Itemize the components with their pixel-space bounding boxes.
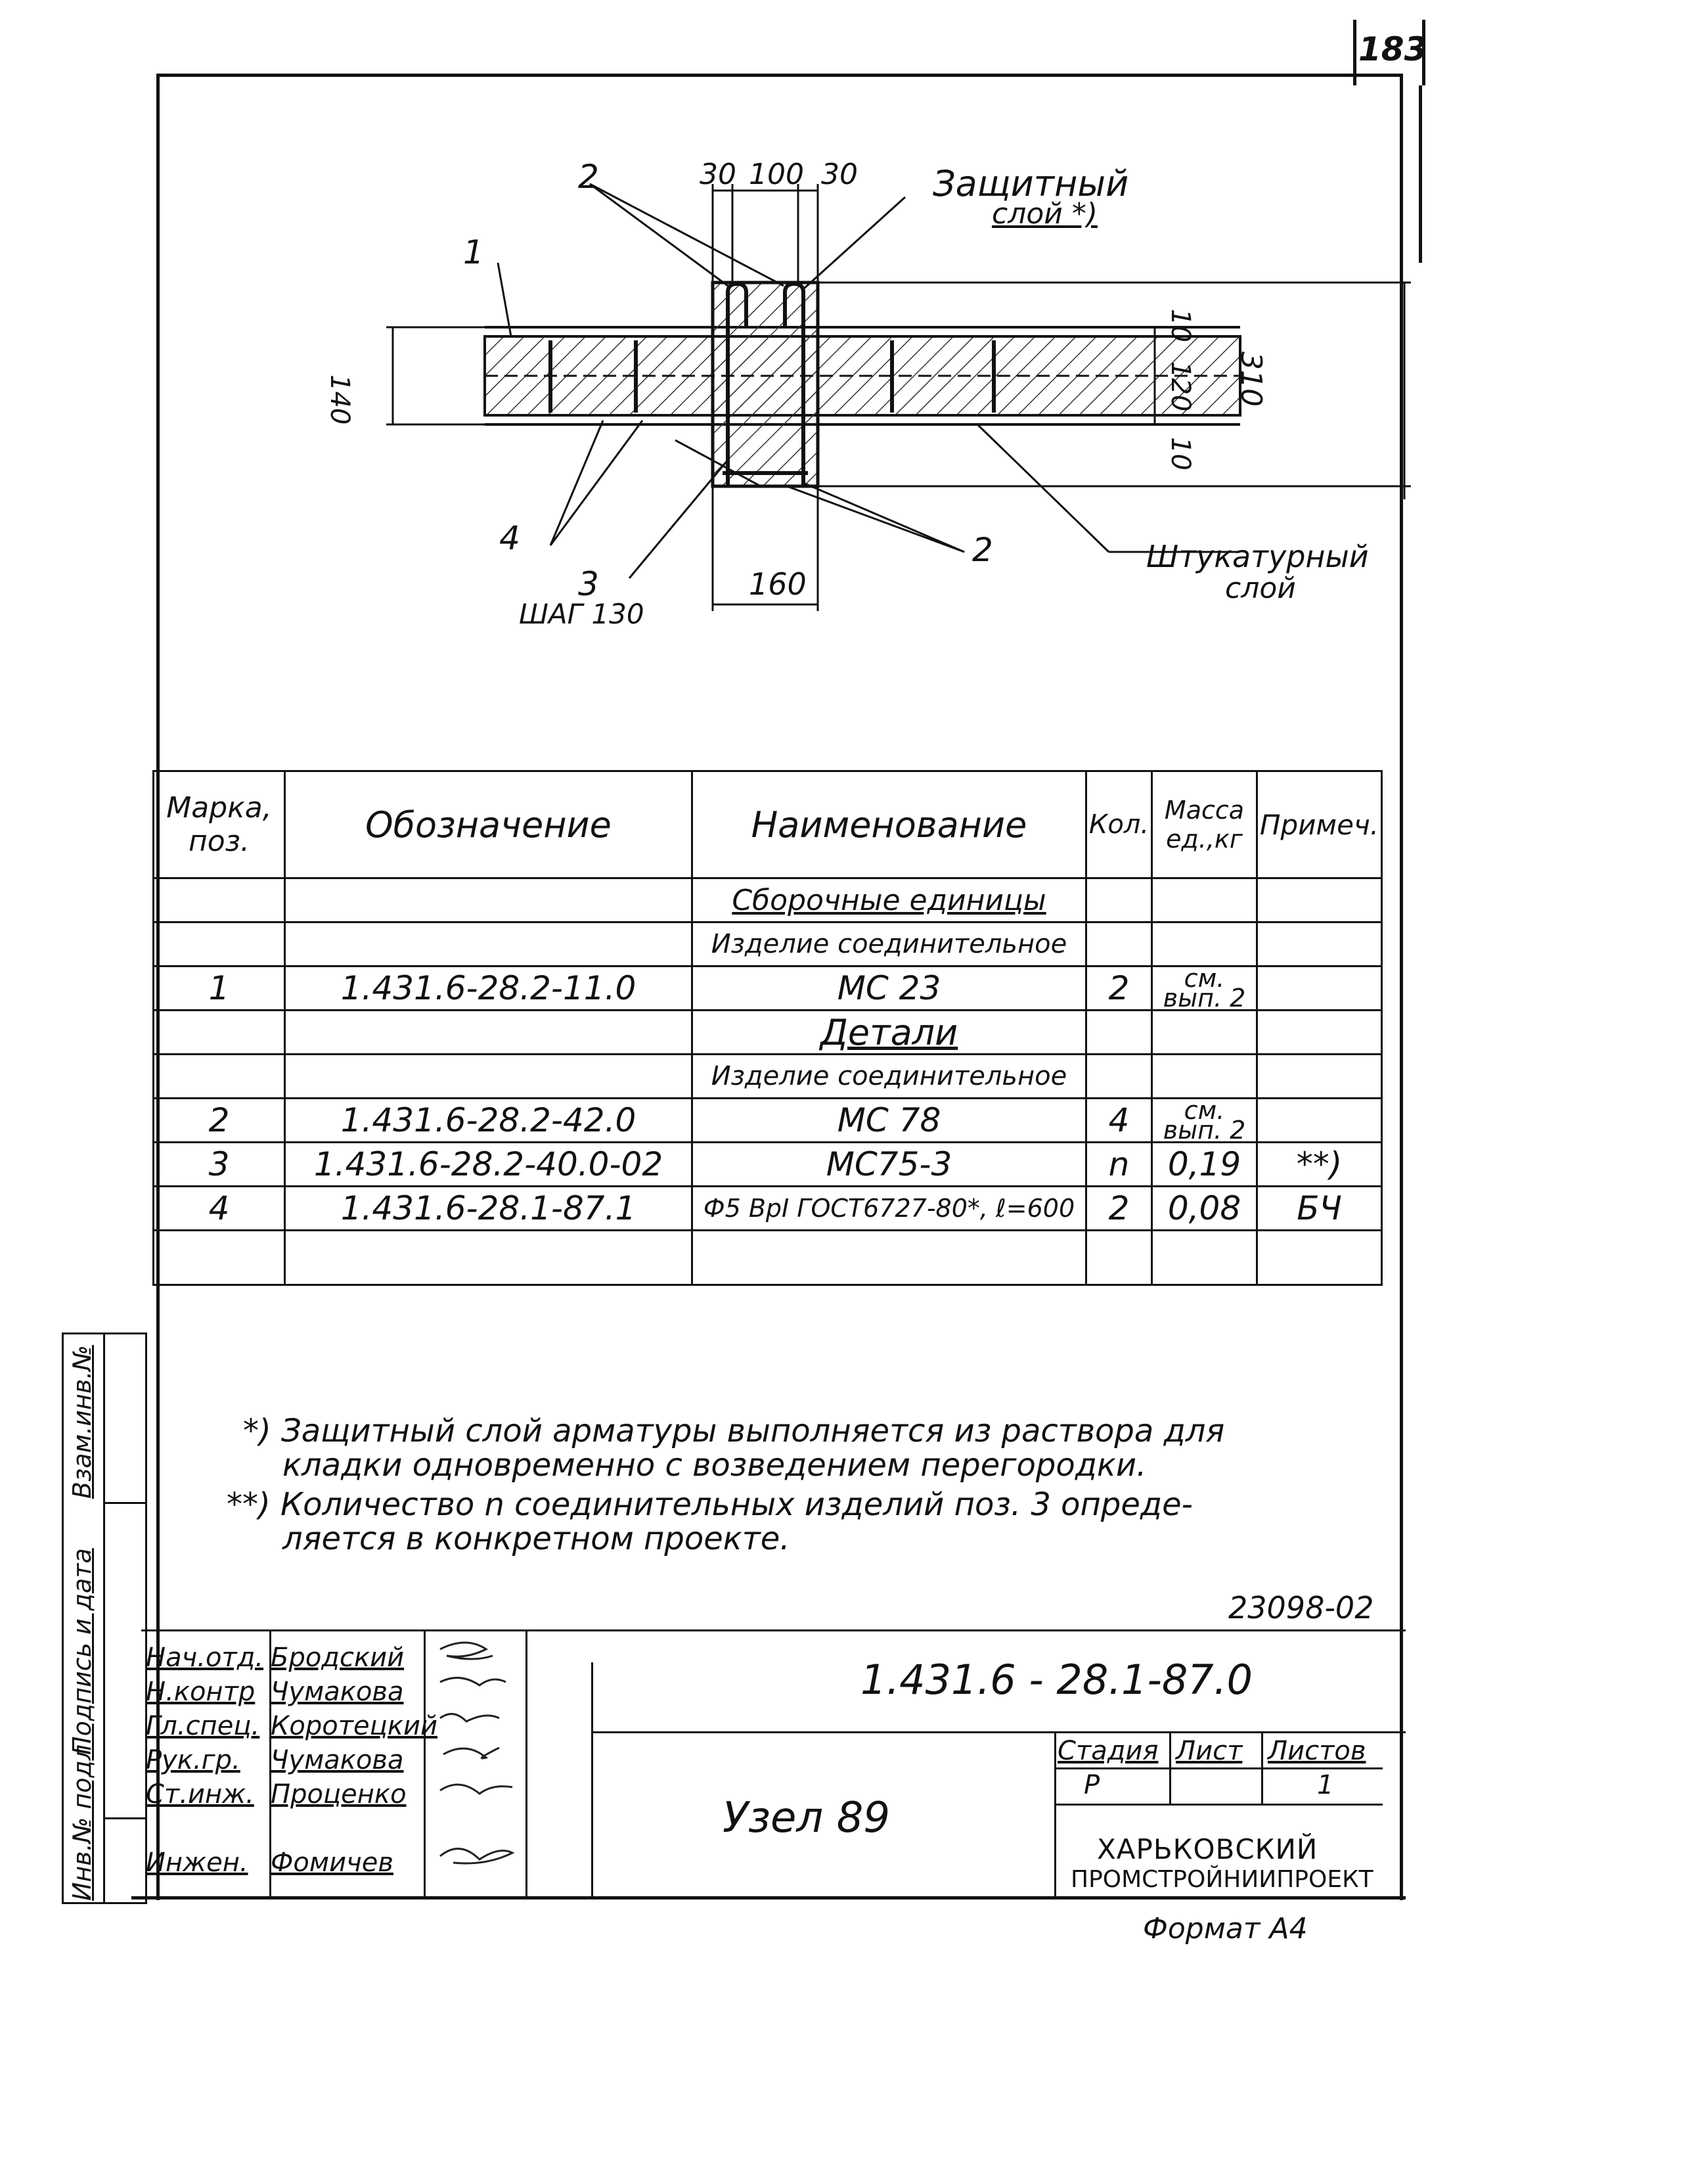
sheet-label: Лист — [1176, 1736, 1243, 1766]
table-row — [154, 1187, 1382, 1231]
dim-100: 100 — [749, 158, 804, 191]
right-margin-line — [1419, 85, 1422, 263]
staff-role: Инжен. — [146, 1848, 248, 1878]
group-connect-2: Изделие соединительное — [692, 1055, 1086, 1099]
staff-name: Фомичев — [271, 1848, 393, 1878]
cell-qty: 2 — [1086, 967, 1152, 1011]
table-row — [154, 878, 1382, 922]
stage-value: Р — [1084, 1770, 1100, 1800]
staff-role: Гл.спец. — [146, 1711, 260, 1741]
cell-designation: 1.431.6-28.2-11.0 — [285, 967, 692, 1011]
side-stamp-divider — [103, 1502, 145, 1504]
staff-role: Н.контр — [146, 1677, 256, 1707]
title-block-col-line — [1169, 1731, 1171, 1804]
document-code: 1.431.6 - 28.1-87.0 — [860, 1656, 1253, 1704]
cell-note: БЧ — [1257, 1187, 1382, 1231]
staff-role: Ст.инж. — [146, 1779, 254, 1809]
frame-bottom-line — [131, 1896, 1406, 1900]
position-4: 4 — [499, 519, 520, 557]
table-row — [154, 1231, 1382, 1285]
dim-10-bottom: 10 — [1165, 437, 1195, 470]
staff-name: Проценко — [271, 1779, 407, 1809]
dim-160: 160 — [749, 566, 807, 602]
section-details: Детали — [692, 1011, 1086, 1055]
cell-designation: 1.431.6-28.1-87.1 — [285, 1187, 692, 1231]
cell-designation: 1.431.6-28.2-42.0 — [285, 1099, 692, 1143]
header-note: Примеч. — [1257, 771, 1382, 878]
table-row — [154, 1011, 1382, 1055]
position-3-step: ШАГ 130 — [519, 598, 644, 630]
cell-mass: 0,08 — [1152, 1187, 1257, 1231]
note-2-line-1: **) Количество n соединительных изделий поз. 3 опреде- — [227, 1486, 1193, 1523]
cell-name: МС 23 — [692, 967, 1086, 1011]
cell-mark: 1 — [154, 967, 285, 1011]
staff-role: Рук.гр. — [146, 1745, 240, 1775]
position-2-top: 2 — [578, 158, 599, 196]
group-connect-1: Изделие соединительное — [692, 922, 1086, 967]
title-block-row-line — [591, 1731, 1406, 1733]
staff-name: Чумакова — [271, 1677, 404, 1707]
side-stamp-divider — [103, 1817, 145, 1819]
drawing-title: Узел 89 — [723, 1794, 891, 1842]
staff-role: Нач.отд. — [146, 1643, 264, 1673]
cell-mark: 4 — [154, 1187, 285, 1231]
side-stamp-inv-orig: Инв.№ подл. — [68, 1736, 97, 1901]
note-1-line-2: кладки одновременно с возведением перегородки. — [282, 1447, 1147, 1484]
table-row — [154, 1099, 1382, 1143]
label-protective-layer: Защитный — [933, 163, 1129, 204]
header-name: Наименование — [692, 771, 1086, 878]
dim-140: 140 — [324, 375, 355, 425]
label-protective-layer-2: слой *) — [992, 197, 1098, 231]
cell-note — [1257, 967, 1382, 1011]
position-3: 3 — [578, 565, 599, 603]
cell-qty: 2 — [1086, 1187, 1152, 1231]
title-block-row-line — [1054, 1804, 1383, 1806]
table-row — [154, 967, 1382, 1011]
signature-scribbles — [440, 1643, 512, 1863]
title-block-top-line — [141, 1629, 1406, 1631]
cell-mass: см. вып. 2 — [1152, 1099, 1257, 1143]
header-qty: Кол. — [1086, 771, 1152, 878]
header-mass: Масса ед.,кг — [1152, 771, 1257, 878]
cell-designation: 1.431.6-28.2-40.0-02 — [285, 1143, 692, 1187]
side-stamp-sign-date: Подпись и дата — [68, 1548, 97, 1755]
note-1-line-1: *) Защитный слой арматуры выполняется из раствора для — [243, 1413, 1225, 1449]
order-number: 23098-02 — [1228, 1590, 1374, 1626]
side-stamp-replace-inv: Взам.инв.№ — [68, 1345, 97, 1499]
table-row — [154, 1143, 1382, 1187]
cell-mass: 0,19 — [1152, 1143, 1257, 1187]
cell-name: Ф5 ВрI ГОСТ6727-80*, ℓ=600 — [692, 1187, 1086, 1231]
cell-qty: n — [1086, 1143, 1152, 1187]
sheet-value: 1 — [1317, 1770, 1334, 1800]
cell-mark: 3 — [154, 1143, 285, 1187]
note-2-line-2: ляется в конкретном проекте. — [282, 1520, 790, 1557]
header-mark: Марка, поз. — [154, 771, 285, 878]
title-block-row-line — [1054, 1767, 1383, 1769]
staff-name: Коротецкий — [271, 1711, 438, 1741]
table-header-row — [154, 771, 1382, 878]
title-block-col-line — [1054, 1731, 1056, 1899]
staff-name: Чумакова — [271, 1745, 404, 1775]
dim-10-top: 10 — [1165, 309, 1195, 342]
position-2-bottom: 2 — [972, 531, 993, 569]
label-plaster-layer: Штукатурный — [1146, 539, 1369, 574]
cell-mark: 2 — [154, 1099, 285, 1143]
dim-310: 310 — [1234, 352, 1268, 407]
position-1: 1 — [463, 233, 484, 271]
sheet-number: 183 — [1358, 30, 1427, 68]
sheets-label: Листов — [1268, 1736, 1366, 1766]
stage-label: Стадия — [1058, 1736, 1159, 1766]
header-designation: Обозначение — [285, 771, 692, 878]
cell-mass: см. вып. 2 — [1152, 967, 1257, 1011]
cell-note — [1257, 1099, 1382, 1143]
title-block-col-line — [525, 1629, 527, 1899]
staff-name: Бродский — [271, 1643, 405, 1673]
signatures — [427, 1636, 525, 1886]
organization-line-2: ПРОМСТРОЙНИИПРОЕКТ — [1071, 1866, 1373, 1893]
section-assembly-units: Сборочные единицы — [692, 878, 1086, 922]
dim-30-left: 30 — [700, 158, 736, 191]
cell-note: **) — [1257, 1143, 1382, 1187]
title-block-col-line — [591, 1662, 593, 1899]
specification-table — [152, 770, 1383, 1286]
label-plaster-layer-2: слой — [1225, 572, 1296, 605]
cell-name: МС75-3 — [692, 1143, 1086, 1187]
side-stamp — [62, 1332, 147, 1904]
sheet-format: Формат А4 — [1143, 1912, 1308, 1945]
cell-name: МС 78 — [692, 1099, 1086, 1143]
table-row — [154, 922, 1382, 967]
organization-line-1: ХАРЬКОВСКИЙ — [1097, 1833, 1318, 1865]
cell-qty: 4 — [1086, 1099, 1152, 1143]
title-block-col-line — [1261, 1731, 1263, 1804]
dim-30-right: 30 — [821, 158, 858, 191]
table-row — [154, 1055, 1382, 1099]
dim-120: 120 — [1165, 361, 1195, 412]
